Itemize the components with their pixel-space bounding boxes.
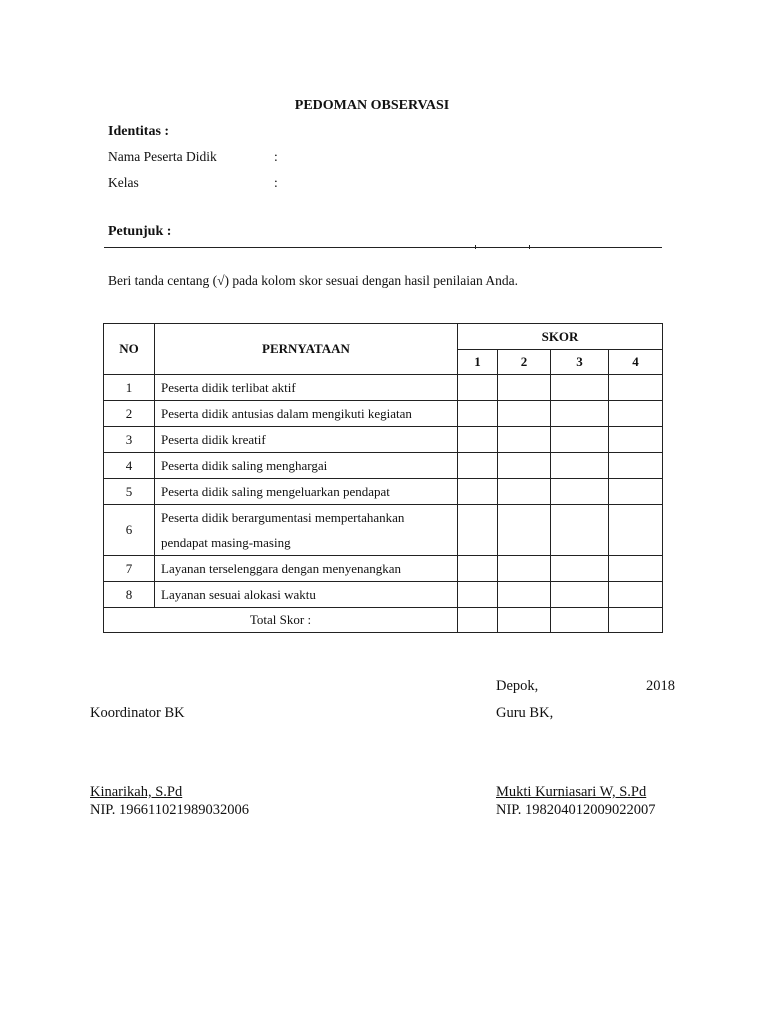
table-row [104, 401, 663, 427]
statement-cell [155, 505, 458, 556]
row-number: 6 [104, 505, 155, 556]
score-cell[interactable] [498, 427, 551, 453]
score-cell[interactable] [458, 453, 498, 479]
score-cell[interactable] [609, 608, 663, 633]
statement-cell [155, 401, 458, 427]
rule-tick [529, 245, 530, 249]
score-cell[interactable] [609, 453, 663, 479]
signature-place: Depok, [496, 678, 539, 694]
score-cell[interactable] [498, 556, 551, 582]
score-cell[interactable] [609, 427, 663, 453]
field-separator-student-name: : [274, 149, 278, 164]
score-cell[interactable] [458, 582, 498, 608]
score-cell[interactable] [551, 427, 609, 453]
row-number: 8 [104, 582, 155, 608]
score-cell[interactable] [458, 608, 498, 633]
score-cell[interactable] [551, 582, 609, 608]
score-cell[interactable] [458, 427, 498, 453]
statement-cell [155, 582, 458, 608]
table-row [104, 505, 663, 556]
left-signer-nip: NIP. 196611021989032006 [90, 802, 249, 818]
observation-table [103, 323, 663, 633]
instructions-text: Beri tanda centang (√) pada kolom skor sesuai dengan hasil penilaian Anda. [108, 273, 519, 288]
left-signer-role: Koordinator BK [90, 705, 185, 721]
score-cell[interactable] [609, 401, 663, 427]
score-cell[interactable] [458, 401, 498, 427]
statement-text: Layanan sesuai alokasi waktu [161, 587, 316, 602]
right-signer-name: Mukti Kurniasari W, S.Pd [496, 784, 647, 800]
score-cell[interactable] [609, 375, 663, 401]
total-row [104, 608, 663, 633]
score-cell[interactable] [498, 375, 551, 401]
statement-text: Layanan terselenggara dengan menyenangkan [161, 561, 402, 576]
column-header-no: NO [104, 324, 155, 375]
row-number: 7 [104, 556, 155, 582]
score-cell[interactable] [498, 505, 551, 556]
score-cell[interactable] [551, 453, 609, 479]
field-separator-class: : [274, 175, 278, 190]
table-row [104, 582, 663, 608]
table-row [104, 479, 663, 505]
statement-text: pendapat masing-masing [161, 535, 291, 550]
row-number: 4 [104, 453, 155, 479]
statement-text: Peserta didik saling menghargai [161, 458, 328, 473]
statement-text: Peserta didik berargumentasi mempertahankan [161, 510, 405, 525]
statement-text: Peserta didik antusias dalam mengikuti kegiatan [161, 406, 412, 421]
statement-cell [155, 479, 458, 505]
total-label: Total Skor : [104, 608, 458, 633]
row-number: 2 [104, 401, 155, 427]
page-title: PEDOMAN OBSERVASI [294, 98, 450, 113]
statement-text: Peserta didik terlibat aktif [161, 380, 296, 395]
score-cell[interactable] [609, 479, 663, 505]
score-cell[interactable] [458, 479, 498, 505]
right-signer-role: Guru BK, [496, 705, 554, 721]
score-cell[interactable] [551, 375, 609, 401]
score-level-header: 1 [458, 350, 498, 375]
score-cell[interactable] [498, 479, 551, 505]
instructions-rule [104, 247, 662, 248]
score-cell[interactable] [609, 556, 663, 582]
statement-cell [155, 453, 458, 479]
table-row [104, 375, 663, 401]
column-header-statement: PERNYATAAN [155, 324, 458, 375]
right-signer-nip: NIP. 198204012009022007 [496, 802, 656, 818]
score-cell[interactable] [458, 375, 498, 401]
left-signer-name: Kinarikah, S.Pd [90, 784, 183, 800]
table-row [104, 556, 663, 582]
score-cell[interactable] [498, 401, 551, 427]
score-cell[interactable] [498, 608, 551, 633]
field-label-student-name: Nama Peserta Didik [108, 149, 217, 164]
score-cell[interactable] [551, 556, 609, 582]
score-cell[interactable] [551, 505, 609, 556]
score-cell[interactable] [609, 505, 663, 556]
statement-cell [155, 375, 458, 401]
statement-cell [155, 427, 458, 453]
score-cell[interactable] [551, 608, 609, 633]
score-cell[interactable] [551, 479, 609, 505]
score-cell[interactable] [498, 582, 551, 608]
column-header-score: SKOR [458, 324, 663, 350]
score-level-header: 3 [551, 350, 609, 375]
row-number: 1 [104, 375, 155, 401]
statement-text: Peserta didik saling mengeluarkan pendapat [161, 484, 390, 499]
score-cell[interactable] [609, 582, 663, 608]
row-number: 3 [104, 427, 155, 453]
table-row [104, 427, 663, 453]
score-cell[interactable] [458, 505, 498, 556]
signature-year: 2018 [646, 678, 675, 694]
identity-heading: Identitas : [108, 124, 170, 139]
statement-cell [155, 556, 458, 582]
score-level-header: 2 [498, 350, 551, 375]
field-label-class: Kelas [108, 175, 139, 190]
rule-tick [475, 245, 476, 249]
score-cell[interactable] [498, 453, 551, 479]
instructions-heading: Petunjuk : [108, 224, 172, 239]
score-cell[interactable] [458, 556, 498, 582]
score-level-header: 4 [609, 350, 663, 375]
row-number: 5 [104, 479, 155, 505]
statement-text: Peserta didik kreatif [161, 432, 266, 447]
score-cell[interactable] [551, 401, 609, 427]
table-row [104, 453, 663, 479]
